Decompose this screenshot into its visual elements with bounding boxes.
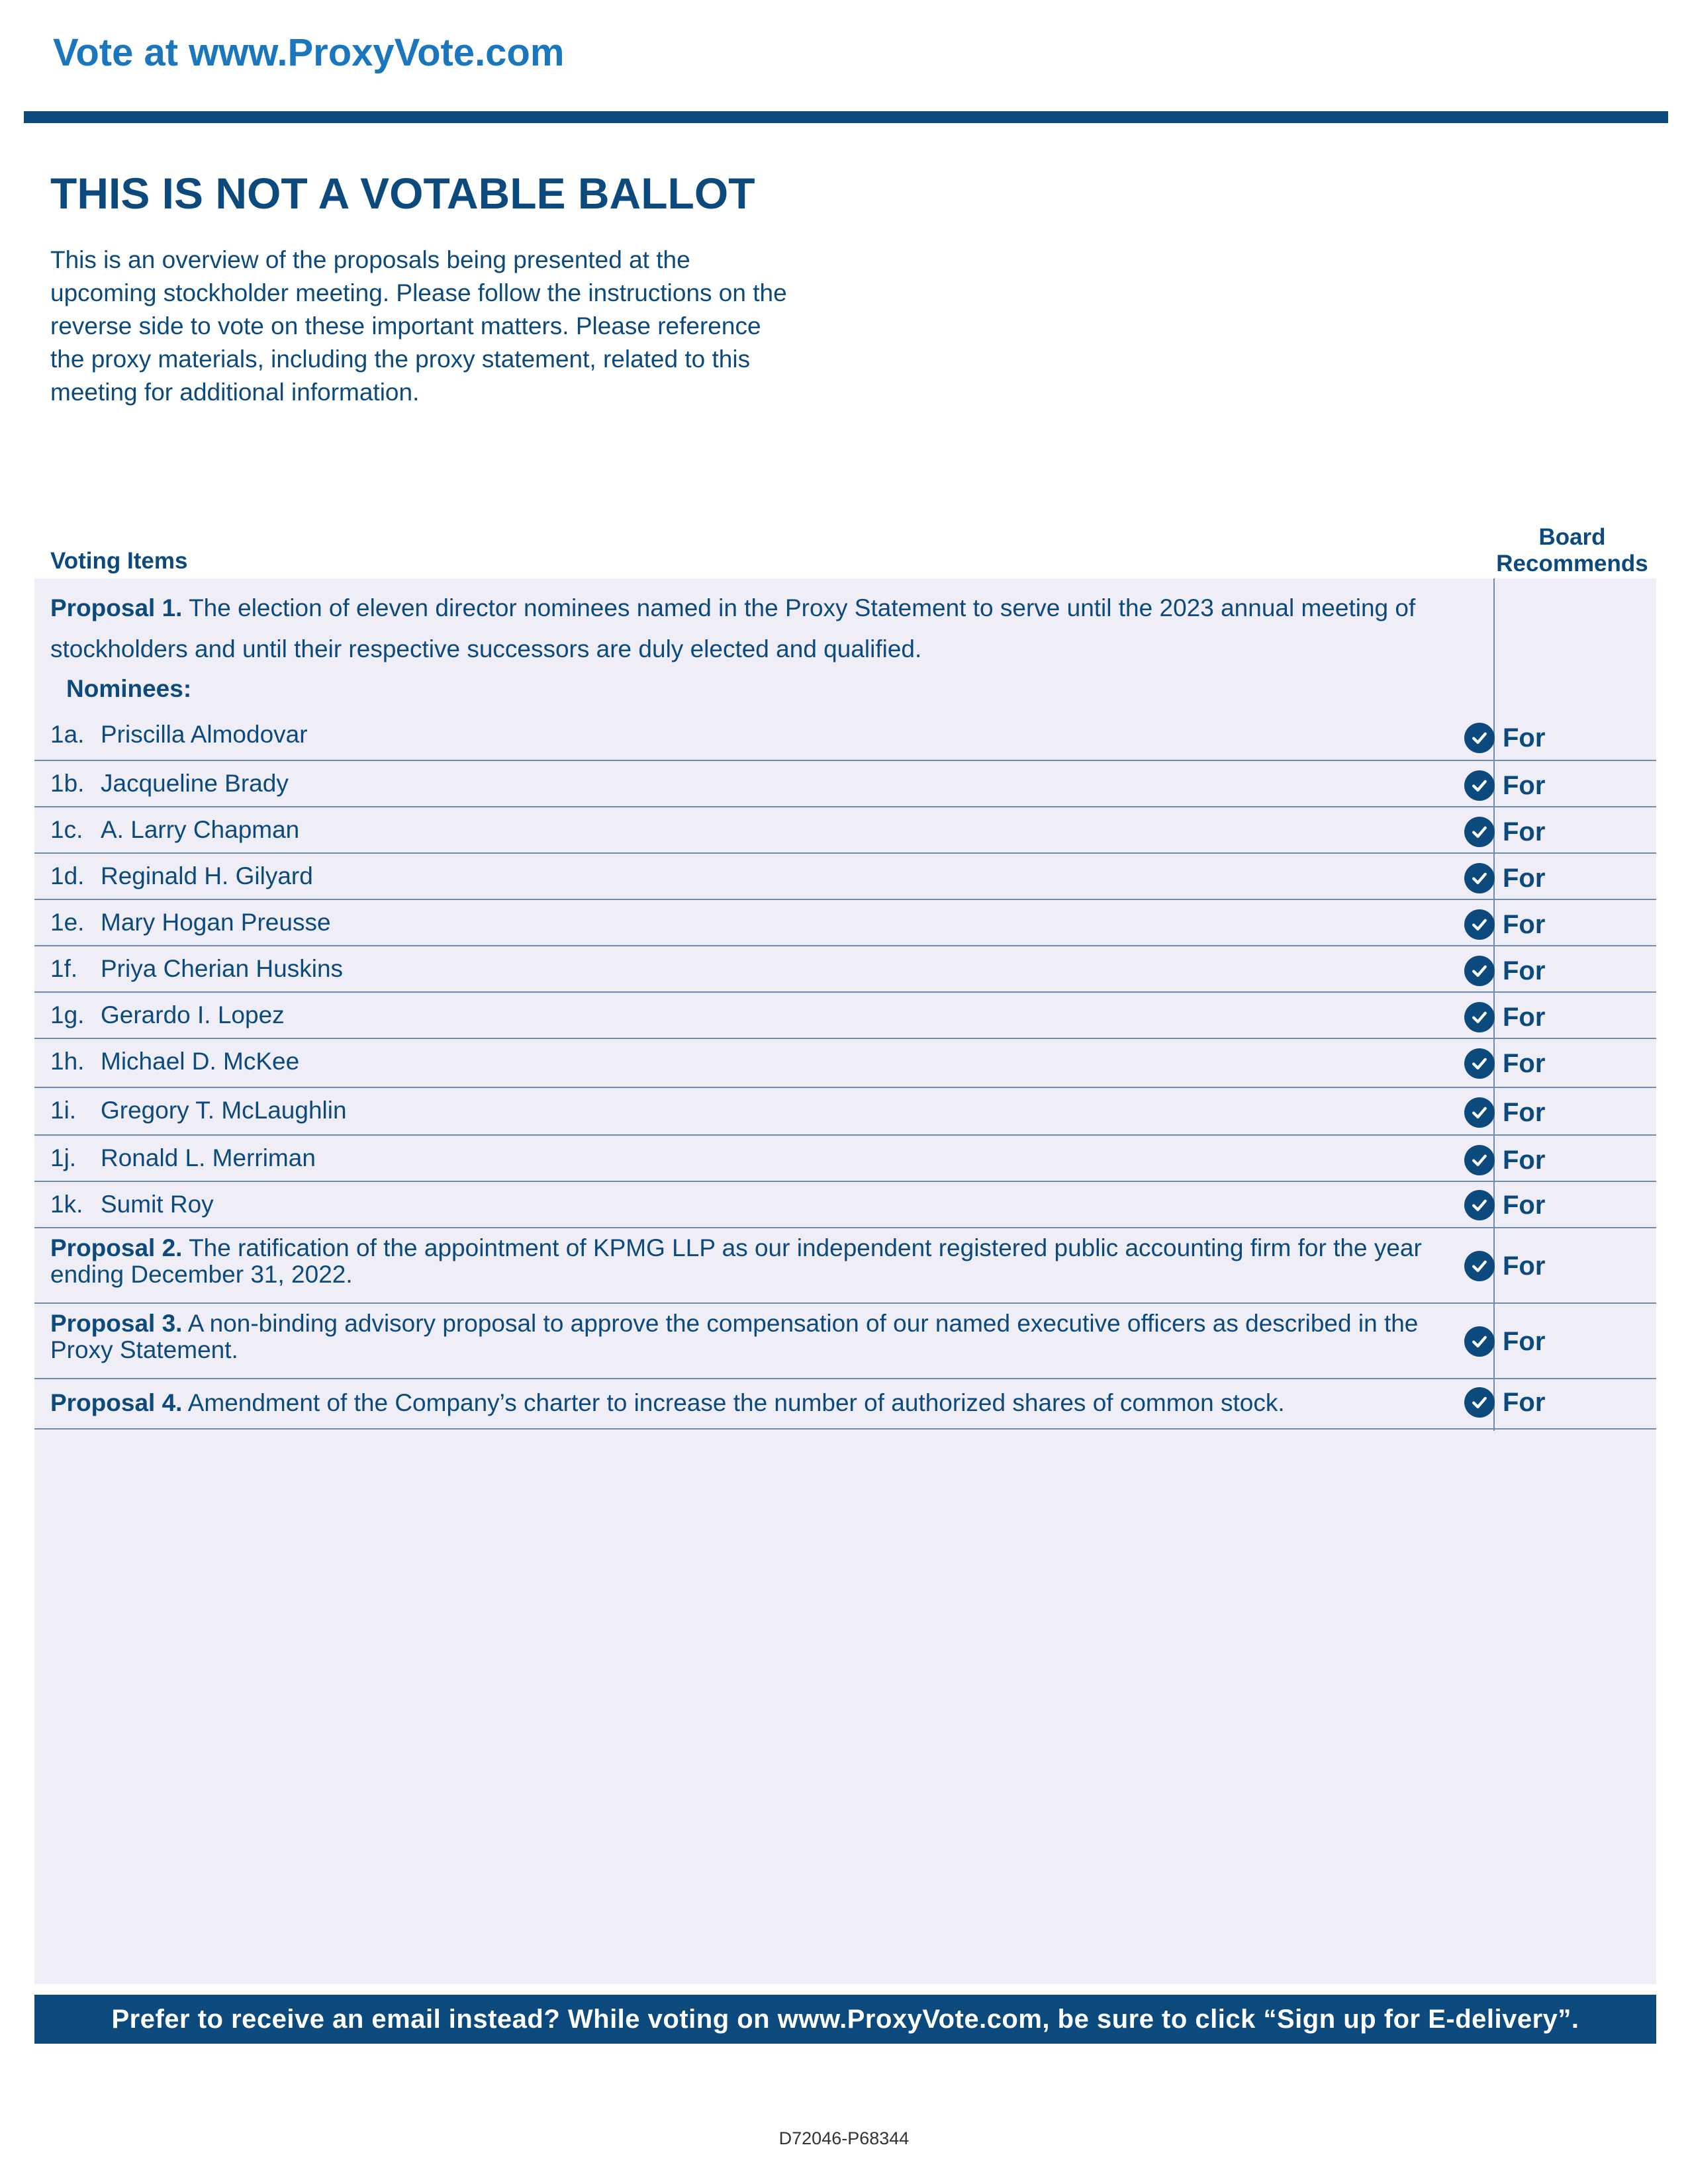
- proposal-1-lead: Proposal 1.: [50, 594, 183, 621]
- nominee-number: 1a.: [50, 721, 85, 748]
- recommendation-label: For: [1503, 1251, 1546, 1281]
- check-circle-icon: [1464, 1387, 1495, 1418]
- check-circle-icon: [1464, 1190, 1495, 1220]
- proposal-3-description: A non-binding advisory proposal to approve the compensation of our named executive officers as described in the Proxy Statement.: [50, 1310, 1419, 1363]
- nominee-row: [34, 761, 1656, 807]
- nominee-name: Michael D. McKee: [101, 1048, 300, 1075]
- nominee-number: 1e.: [50, 909, 85, 936]
- recommendation-label: For: [1503, 956, 1546, 985]
- proposal-3-lead: Proposal 3.: [50, 1310, 183, 1337]
- proposal-2-text: [50, 1235, 1487, 1288]
- nominee-name: Priya Cherian Huskins: [101, 955, 344, 982]
- proposal-4-description: Amendment of the Company’s charter to increase the number of authorized shares of common stock.: [187, 1389, 1285, 1416]
- board-recommendation: [1464, 1096, 1545, 1129]
- nominee-number: 1k.: [50, 1191, 83, 1218]
- board-recommendation: [1464, 1250, 1545, 1283]
- nominee-name: Ronald L. Merriman: [101, 1144, 316, 1171]
- proposal-2-description: The ratification of the appointment of KPMG LLP as our independent registered public accounting firm for the year ending December 31, 2022.: [50, 1234, 1422, 1288]
- recommendation-label: For: [1503, 1326, 1546, 1356]
- e-delivery-banner: Prefer to receive an email instead? While voting on www.ProxyVote.com, be sure to click “Sign up for E-delivery”.: [34, 1995, 1656, 2044]
- proposal-3-text: [50, 1310, 1487, 1363]
- nominee-text: [50, 908, 1487, 937]
- proposal-1-text: [50, 588, 1487, 670]
- check-circle-icon: [1464, 723, 1495, 753]
- nominee-number: 1c.: [50, 816, 83, 843]
- nominee-text: [50, 1001, 1487, 1030]
- check-circle-icon: [1464, 909, 1495, 940]
- board-recommendation: [1464, 908, 1545, 941]
- recommendation-label: For: [1503, 909, 1546, 939]
- nominee-text: [50, 720, 1487, 749]
- nominee-number: 1d.: [50, 862, 85, 889]
- nominee-name: Gerardo I. Lopez: [101, 1001, 285, 1028]
- intro-paragraph: This is an overview of the proposals being presented at the upcoming stockholder meeting. Please follow the instructions on the reverse side to vote on these important matters. Please reference the proxy materials, including the proxy statement, related to this meeting for additional information.: [50, 246, 787, 406]
- nominee-row: [34, 807, 1656, 854]
- board-recommendation: [1464, 769, 1545, 802]
- nominee-text: [50, 1190, 1487, 1219]
- board-recommendation: [1464, 1001, 1545, 1034]
- recommendation-label: For: [1503, 1387, 1546, 1417]
- nominee-text: [50, 815, 1487, 844]
- board-header-line1: Board: [1538, 524, 1606, 550]
- proposal-1-row: [34, 578, 1656, 721]
- nominee-name: Reginald H. Gilyard: [101, 862, 313, 889]
- check-circle-icon: [1464, 956, 1495, 986]
- proposal-3-row: [34, 1304, 1656, 1379]
- check-circle-icon: [1464, 1097, 1495, 1128]
- nominee-text: [50, 1144, 1487, 1173]
- board-recommends-header: [1489, 524, 1655, 577]
- check-circle-icon: [1464, 1002, 1495, 1032]
- nominee-name: Priscilla Almodovar: [101, 721, 308, 748]
- board-header-line2: Recommends: [1496, 551, 1648, 576]
- proxyvote-header-link: Vote at www.ProxyVote.com: [53, 31, 565, 74]
- nominee-name: Gregory T. McLaughlin: [101, 1097, 347, 1124]
- nominee-number: 1g.: [50, 1001, 85, 1028]
- check-circle-icon: [1464, 863, 1495, 893]
- header-rule: [24, 111, 1668, 123]
- recommendation-label: For: [1503, 723, 1546, 752]
- check-circle-icon: [1464, 1048, 1495, 1079]
- board-recommendation: [1464, 1047, 1545, 1080]
- proposal-4-text: [50, 1388, 1487, 1418]
- nominee-row: [34, 900, 1656, 946]
- nominee-text: [50, 862, 1487, 891]
- nominee-number: 1f.: [50, 955, 78, 982]
- board-recommendation: [1464, 862, 1545, 895]
- nominee-row: [34, 1136, 1656, 1182]
- check-circle-icon: [1464, 770, 1495, 801]
- nominee-row: [34, 854, 1656, 900]
- recommendation-label: For: [1503, 1145, 1546, 1175]
- nominee-row: [34, 712, 1656, 761]
- nominee-row: [34, 946, 1656, 993]
- recommendation-label: For: [1503, 1048, 1546, 1078]
- nominee-number: 1b.: [50, 770, 85, 797]
- nominee-row: [34, 1039, 1656, 1088]
- board-recommendation: [1464, 1144, 1545, 1177]
- voting-items-header: Voting Items: [50, 548, 188, 574]
- document-code: D72046-P68344: [778, 2128, 910, 2148]
- recommendation-label: For: [1503, 817, 1546, 846]
- nominee-number: 1i.: [50, 1097, 77, 1124]
- recommendation-label: For: [1503, 1097, 1546, 1127]
- nominees-label: Nominees:: [66, 675, 192, 702]
- proposal-2-row: [34, 1228, 1656, 1304]
- nominee-row: [34, 1088, 1656, 1136]
- check-circle-icon: [1464, 1251, 1495, 1281]
- proposal-4-lead: Proposal 4.: [50, 1389, 183, 1416]
- check-circle-icon: [1464, 817, 1495, 847]
- nominee-row: [34, 1182, 1656, 1228]
- nominee-row: [34, 993, 1656, 1039]
- ballot-title: THIS IS NOT A VOTABLE BALLOT: [50, 169, 755, 218]
- nominee-name: Mary Hogan Preusse: [101, 909, 331, 936]
- proposal-1-description: The election of eleven director nominees named in the Proxy Statement to serve until the 2023 annual meeting of stockholders and until their respective successors are duly elected and qualified.: [50, 594, 1416, 662]
- nominee-number: 1h.: [50, 1048, 85, 1075]
- board-recommendation: [1464, 1325, 1545, 1358]
- nominee-name: Jacqueline Brady: [101, 770, 289, 797]
- nominee-name: A. Larry Chapman: [101, 816, 300, 843]
- recommendation-label: For: [1503, 770, 1546, 800]
- recommendation-label: For: [1503, 863, 1546, 893]
- board-recommendation: [1464, 815, 1545, 848]
- board-recommendation: [1464, 1189, 1545, 1222]
- board-recommendation: [1464, 1386, 1545, 1419]
- recommendation-label: For: [1503, 1002, 1546, 1032]
- check-circle-icon: [1464, 1145, 1495, 1175]
- board-recommendation: [1464, 721, 1545, 754]
- nominee-text: [50, 1096, 1487, 1125]
- proposal-2-lead: Proposal 2.: [50, 1234, 183, 1261]
- proposal-4-row: [34, 1379, 1656, 1430]
- check-circle-icon: [1464, 1326, 1495, 1357]
- recommendation-label: For: [1503, 1190, 1546, 1220]
- board-recommendation: [1464, 954, 1545, 987]
- nominee-text: [50, 769, 1487, 798]
- nominee-number: 1j.: [50, 1144, 77, 1171]
- nominee-text: [50, 954, 1487, 983]
- nominee-text: [50, 1047, 1487, 1076]
- nominee-name: Sumit Roy: [101, 1191, 214, 1218]
